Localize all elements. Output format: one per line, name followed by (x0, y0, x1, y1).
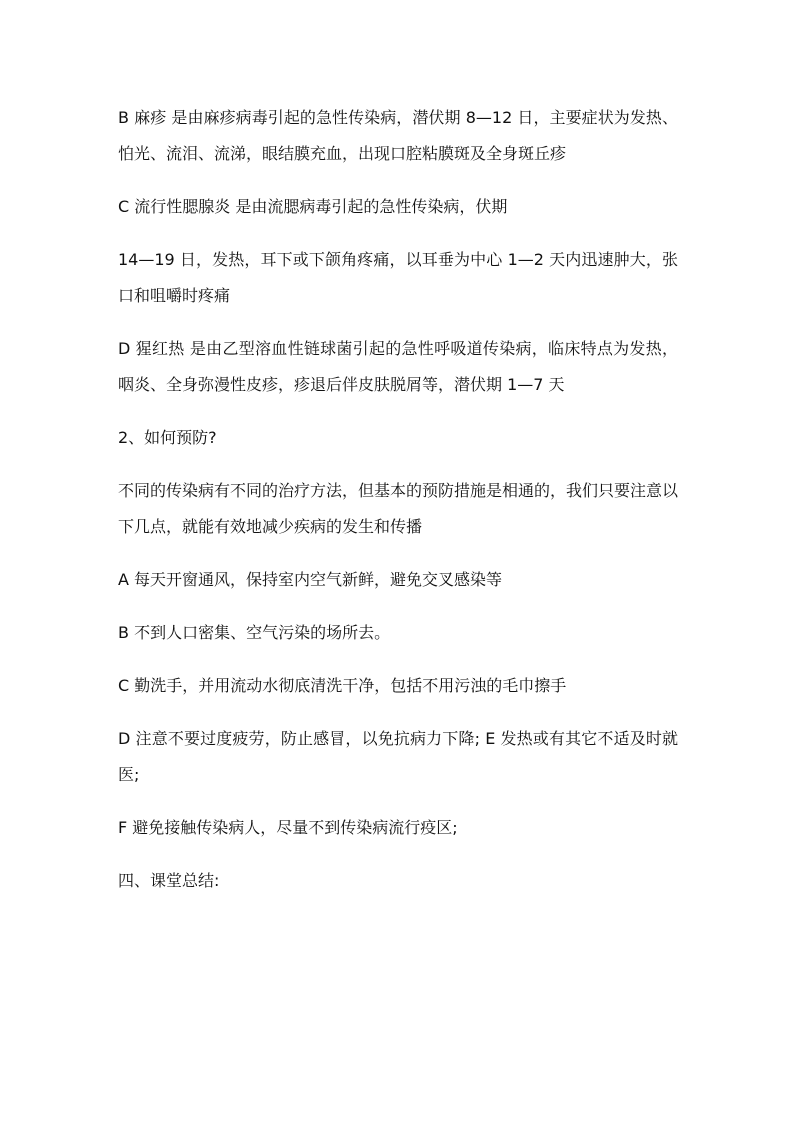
prevention-item-f: F 避免接触传染病人，尽量不到传染病流行疫区; (118, 818, 458, 837)
paragraph-mumps-intro: C 流行性腮腺炎 是由流腮病毒引起的急性传染病，伏期 (118, 197, 508, 216)
paragraph-prevention-intro: 不同的传染病有不同的治疗方法，但基本的预防措施是相通的，我们只要注意以下几点，就能有效地减少疾病的发生和传播 (118, 481, 679, 536)
prevention-item-d-e: D 注意不要过度疲劳，防止感冒，以免抗病力下降; E 发热或有其它不适及时就医; (118, 729, 678, 784)
paragraph-measles: B 麻疹 是由麻疹病毒引起的急性传染病，潜伏期 8—12 日，主要症状为发热、怕光、流泪、流涕，眼结膜充血，出现口腔粘膜斑及全身斑丘疹 (118, 108, 678, 163)
prevention-item-a: A 每天开窗通风，保持室内空气新鲜，避免交叉感染等 (118, 570, 503, 589)
prevention-item-b: B 不到人口密集、空气污染的场所去。 (118, 623, 391, 642)
document-body (118, 100, 678, 916)
paragraph-mumps-detail: 14—19 日，发热，耳下或下颌角疼痛，以耳垂为中心 1—2 天内迅速肿大，张口和咀嚼时疼痛 (118, 250, 678, 305)
section-heading-prevention: 2、如何预防? (118, 428, 217, 447)
prevention-item-c: C 勤洗手，并用流动水彻底清洗干净，包括不用污浊的毛巾擦手 (118, 676, 567, 695)
paragraph-scarlet-fever: D 猩红热 是由乙型溶血性链球菌引起的急性呼吸道传染病，临床特点为发热，咽炎、全身弥漫性皮疹，疹退后伴皮肤脱屑等，潜伏期 1—7 天 (118, 339, 678, 394)
section-heading-summary: 四、课堂总结: (118, 871, 220, 890)
